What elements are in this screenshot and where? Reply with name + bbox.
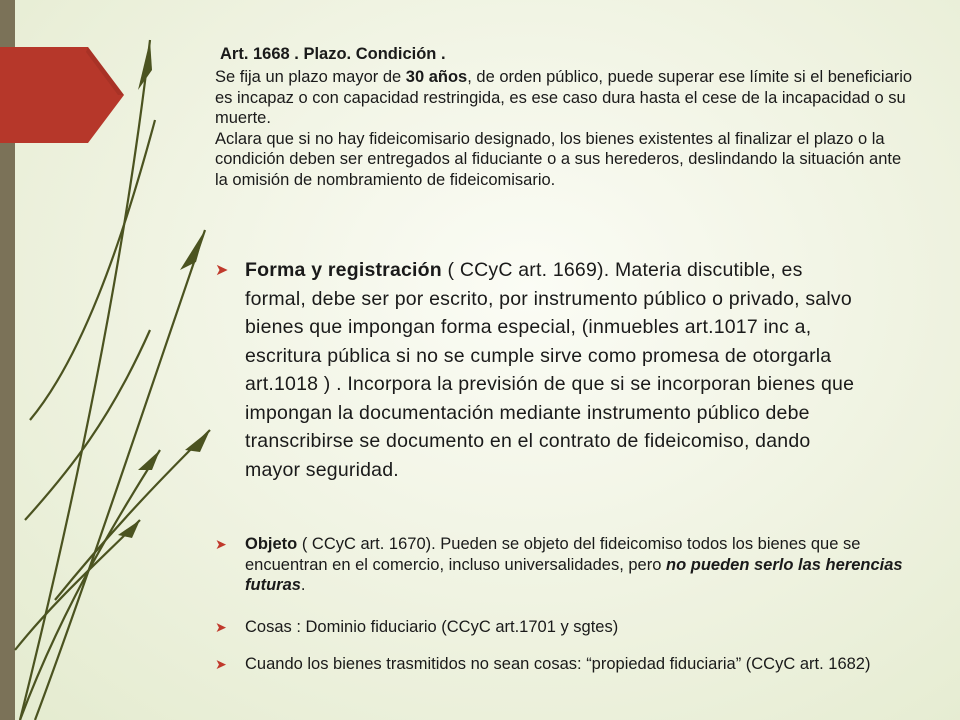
arrow-bullet-icon: ➤ <box>215 536 227 552</box>
bullet-forma <box>215 256 855 484</box>
bullet-objeto-bold: Objeto <box>245 535 298 553</box>
intro-p1-start: Se fija un plazo mayor de <box>215 68 406 86</box>
bullet-forma-text <box>245 256 855 484</box>
bullet-cosas-text: Cosas : Dominio fiduciario (CCyC art.1701 y sgtes) <box>245 618 619 636</box>
intro-p1-bold: 30 años <box>405 68 468 86</box>
bullet-forma-rest: ( CCyC art. 1669). Materia discutible, es formal, debe ser por escrito, por instrumento público o privado, salvo bienes que impongan forma especial, (inmuebles art.1017 inc a, escritura pública si no se cumple sirve como promesa de otorgarla art.1018 ) . Incorpora la previsión de que si se incorporan bienes que impongan la documentación mediante instrumento público debe transcribirse se documento en el contrato de fideicomiso, dando mayor seguridad. <box>245 259 855 481</box>
bullet-cuando <box>215 654 905 675</box>
bullet-objeto-text <box>245 534 905 596</box>
bullet-objeto-end: . <box>300 576 306 594</box>
article-heading-title: Art. 1668 . Plazo. Condición <box>220 45 437 63</box>
arrow-bullet-icon: ➤ <box>215 656 227 672</box>
bullet-cuando-text: Cuando los bienes trasmitidos no sean cosas: “propiedad fiduciaria” (CCyC art. 1682) <box>245 655 871 673</box>
top-text-block <box>215 45 915 190</box>
arrow-bullet-icon: ➤ <box>215 262 229 279</box>
bullet-cosas <box>215 617 905 638</box>
bullet-objeto <box>215 534 905 596</box>
bullet-forma-bold: Forma y registración <box>245 259 442 281</box>
bullet-objeto-rest: ( CCyC art. 1670). Pueden se objeto del fideicomiso todos los bienes que se encuentran en el comercio, incluso universalidades, pero <box>245 535 861 574</box>
intro-p1-end: , de orden público, puede superar ese límite si el beneficiario es incapaz o con capacidad restringida, es ese caso dura hasta el cese de la incapacidad o su muerte. <box>215 68 913 127</box>
article-heading-suffix: . <box>436 45 446 63</box>
intro-paragraph-1 <box>215 67 915 129</box>
bullet-objeto-bold-italic: no pueden serlo las herencias futuras <box>245 555 903 594</box>
intro-paragraph-2: Aclara que si no hay fideicomisario designado, los bienes existentes al finalizar el plazo o la condición deben ser entregados al fiduciante o a sus herederos, deslindando la situación ante la omisión de nombramiento de fideicomisario. <box>215 129 902 189</box>
arrow-bullet-icon: ➤ <box>215 619 227 635</box>
article-heading <box>220 45 915 64</box>
red-title-tab <box>0 0 125 150</box>
